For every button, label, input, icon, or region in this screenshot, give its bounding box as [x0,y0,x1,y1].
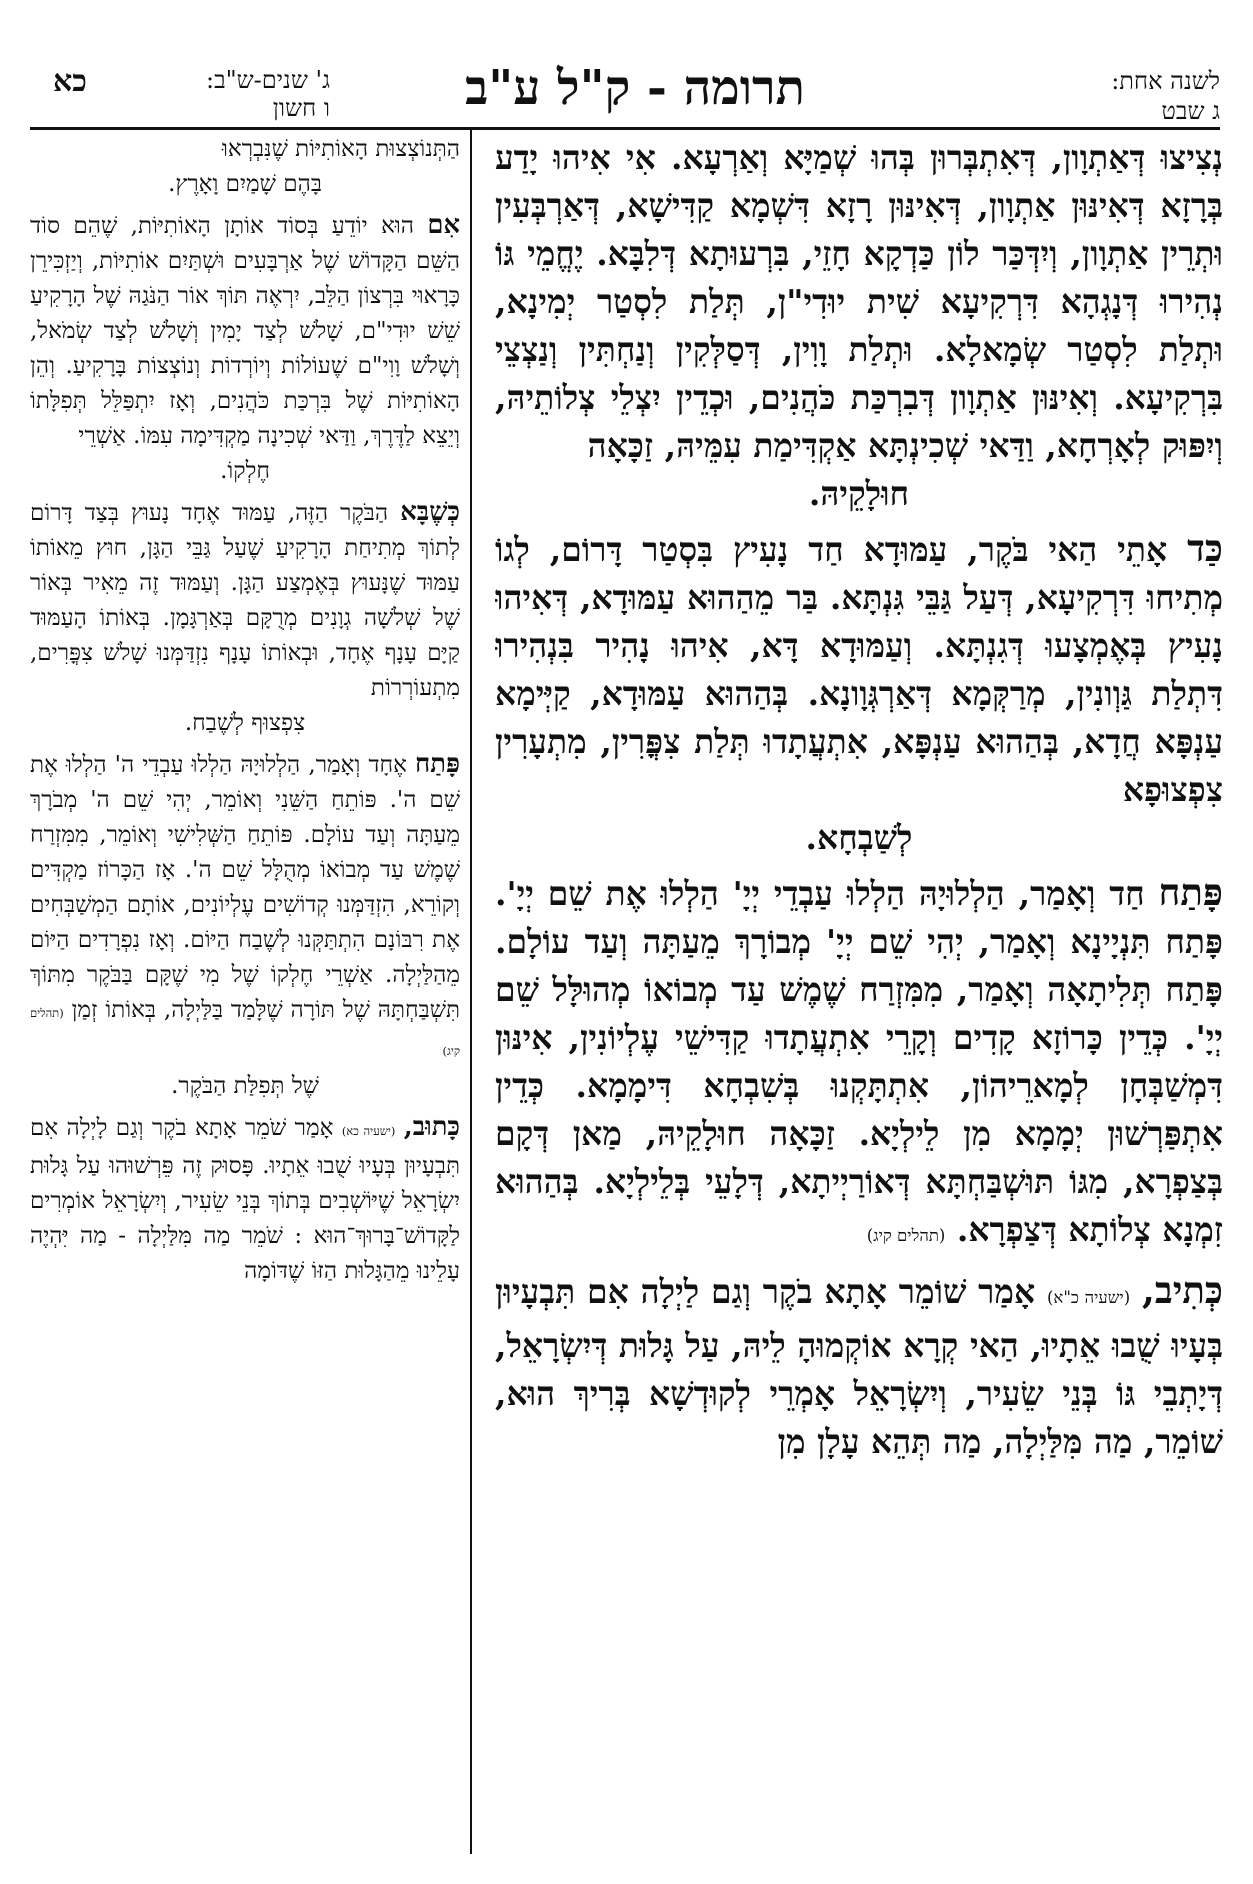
column-divider [470,130,472,1854]
paragraph-lead-word: כָּתוּב, [403,1112,460,1142]
header-one-year-date: ג שבט [1161,97,1220,125]
header-one-year-label: לשנה אחת: [1111,67,1220,95]
paragraph-lead-word: פָּתַח [415,749,460,779]
page-header [30,56,1220,126]
scripture-reference: (ישעיה כ"א) [1046,1288,1131,1307]
header-divider [30,127,1220,130]
main-paragraph [495,868,1223,1260]
main-paragraph [495,1266,1223,1466]
header-three-years-label: ג' שנים-ש"ב: [205,66,330,94]
paragraph-tail: שֶׁל תְּפִלַּת הַבֹּקֶר. [171,1073,319,1099]
header-schedule-three-years [30,62,330,122]
main-text-column [495,132,1223,1854]
main-paragraph [495,524,1223,862]
paragraph-text: אָתֵי הַאי בֹּקֶר, עַמּוּדָא חַד נָעִיץ בִּסְטַר דָּרוֹם, לְגוֹ מְתִיחוּ דִּרְקִיעָא, דְּעַל גַּבֵּי גִּנְתָּא. בַּר מֵהַהוּא עַמּוּדָא, דְּאִיהוּ נָעִיץ בְּאֶמְצָעוּ דְּגִנְתָּא. וְעַמּוּדָא דָּא, אִיהוּ נָהִיר בִּנְהִירוּ דִּתְלַת גַּוְונִין, מְרַקְּמָא דְּאַרְגְּוָונָא. בְּהַהוּא עַמּוּדָא, קַיְּימָא עַנְפָּא חֲדָא, בְּהַהוּא עַנְפָּא, אִתְעֲתָדוּ תְּלַת צִפֳּרִין, מִתְעָרִין צִפְצוּפָא [495,530,1223,809]
paragraph-text: הַבֹּקֶר הַזֶּה, עַמּוּד אֶחָד נָעוּץ בְּצַד דָּרוֹם לְתוֹךְ מְתִיחַת הָרָקִיעַ שֶׁעַל גַּבֵּי הַגָּן, חוּץ מֵאוֹתוֹ עַמּוּד שֶׁנָּעוּץ בְּאֶמְצַע הַגָּן. וְעַמּוּד זֶה מֵאִיר בְּאוֹר שֶׁל שְׁלֹשָׁה גְוָנִים מְרֻקָּם בְּאַרְגָּמָן. בְּאוֹתוֹ הָעַמּוּד קַיָּם עָנָף אֶחָד, וּבְאוֹתוֹ עָנָף נִזְדַּמְּנוּ שָׁלֹשׁ צִפֳּרִים, מִתְעוֹרְרוֹת [30,500,460,701]
paragraph-tail: צִפְצוּף לְשֶׁבַח. [184,710,306,736]
paragraph-text: חַד וְאָמַר, הַלְלוּיָהּ הַלְלוּ עַבְדֵי יְיָ' הַלְלוּ אֶת שֵׁם יְיָ'. פָּתַח תִּנְיָינָא וְאָמַר, יְהִי שֵׁם יְיָ' מְבוֹרָךְ מֵעַתָּה וְעַד עוֹלָם. פָּתַח תְּלִיתָאָה וְאָמַר, מִמִּזְרַח שֶׁמֶשׁ עַד מְבוֹאוֹ מְהוּלָּל שֵׁם יְיָ'. כְּדֵין כָּרוֹזָא קָדִים וְקָרֵי אִתְעֲתָדוּ קַדִּישֵׁי עֶלְיוֹנִין, אִינּוּן דִּמְשַׁבְּחָן לְמָארֵיהוֹן, אִתְתָּקְנוּ בְּשִׁבְחָא דִּימָמָא. כְּדֵין אִתְפַּרְשׁוּן יְמָמָא מִן לֵילְיָא. זַכָּאָה חוּלָקֵיהּ, מַאן דְּקָם בְּצַפְרָא, מִגּוֹ תּוּשְׁבַּחְתָּא דְּאוֹרַיְיתָא, דְּלָעֵי בְּלֵילְיָא. בְּהַהוּא זִמְנָא צְלוֹתָא דְּצַפְרָא. [495,874,1223,1249]
paragraph-lead-word: כְּשֶׁבָּא [400,497,460,527]
paragraph-tail: חוּלָקֵיהּ. [808,474,910,513]
header-three-years-text [130,66,330,122]
paragraph-lead-word: פָּתַח [1158,870,1223,914]
translation-column [30,132,460,1854]
paragraph-lead-word: אִם [427,210,460,240]
paragraph-tail: בָּהֶם שָׁמַיִם וָאָרֶץ. [168,171,322,197]
scripture-reference: (ישעיה כא) [341,1124,396,1138]
scripture-reference: (תהלים קיג) [30,1006,460,1058]
paragraph-text: אֶחָד וְאָמַר, הַלְלוּיָהּ הַלְלוּ עַבְדֵי ה' הַלְלוּ אֶת שֵׁם ה'. פּוֹתֵחַ הַשֵּׁנִי וְאוֹמֵר, יְהִי שֵׁם ה' מְבֹרָךְ מֵעַתָּה וְעַד עוֹלָם. פּוֹתֵחַ הַשְּׁלִישִׁי וְאוֹמֵר, מִמִּזְרַח שֶׁמֶשׁ עַד מְבוֹאוֹ מְהֻלָּל שֵׁם ה'. אָז הַכָּרוֹז מַקְדִּים וְקוֹרֵא, הִזְדַּמְּנוּ קְדוֹשִׁים עֶלְיוֹנִים, אוֹתָם הַמְשַׁבְּחִים אֶת רִבּוֹנָם הִתְתַּקְּנוּ לְשֶׁבַח הַיּוֹם. וְאָז נִפְרָדִים הַיּוֹם מֵהַלַּיְלָה. אַשְׁרֵי חֶלְקוֹ שֶׁל מִי שֶׁקָּם בַּבֹּקֶר מִתּוֹךְ תִּשְׁבַּחְתָּהּ שֶׁל תּוֹרָה שֶׁלָּמַד בַּלַּיְלָה, בְּאוֹתוֹ זְמַן [30,752,460,1023]
side-paragraph [30,132,460,202]
paragraph-text: נְצִיצוּ דְּאַתְוָון, דְּאִתְבְּרוּן בְּהוּ שְׁמַיָּא וְאַרְעָא. אִי אִיהוּ יָדַע בְּרָזָא דְּאִינּוּן אַתְוָון, דְּאִינּוּן רָזָא דִּשְׁמָא קַדִּישָׁא, דְּאַרְבְּעִין וּתְרֵין אַתְוָון, וְיִדְּכַּר לוֹן כַּדְקָא חָזֵי, בִּרְעוּתָא דְּלִבָּא. יֶחֱמֵי גּוֹ נְהִירוּ דְּנָגְהָא דִּרְקִיעָא שִׁית יוּדִי"ן, תְּלַת לִסְטַר יְמִינָא, וּתְלַת לִסְטַר שְׂמָאלָא. וּתְלַת וָוִין, דְּסַלְּקִין וְנַחְתִּין וְנַצְצֵי בִּרְקִיעָא. וְאִינּוּן אַתְוָון דְּבִרְכַּת כֹּהֲנִים, וּכְדֵין יִצְלֵי צְלוֹתֵיהּ, וְיִפּוּק לְאָרְחָא, וַדַּאי שְׁכִינְתָּא אַקְדִּימַת עִמֵּיהּ, זַכָּאָה [495,138,1223,465]
paragraph-lead-word: כְּתִיב, [1142,1268,1223,1312]
side-paragraph [30,495,460,741]
paragraph-text: אָמַר שׁוֹמֵר אָתָא בֹקֶר וְגַם לַיְלָה אִם תִּבְעָיוּן בְּעָיוּ שֻׁבוּ אֵתָיוּ, הַאי קְרָא אוֹקְמוּהָ לֵיהּ, עַל גָּלוּת דְּיִשְׂרָאֵל, דְּיָתְבֵי גּוֹ בְּנֵי שֵׂעִיר, וְיִשְׂרָאֵל אָמְרֵי לְקוּדְשָׁא בְּרִיךְ הוּא, שׁוֹמֵר, מַה מִּלַּיְלָה, מַה תְּהֵא עָלָן מִן [495,1272,1223,1461]
paragraph-text: הוּא יוֹדֵעַ בְּסוֹד אוֹתָן הָאוֹתִיּוֹת, שֶׁהֵם סוֹד הַשֵּׁם הַקָּדוֹשׁ שֶׁל אַרְבָּעִים וּשְׁתַּיִם אוֹתִיּוֹת, וְיַזְכִּירֵן כָּרָאוּי בִּרְצוֹן הַלֵּב, יִרְאֶה תּוֹךְ אוֹר הַנֹּגַהּ שֶׁל הָרָקִיעַ שֵׁשׁ יוּדִי"ם, שָׁלֹשׁ לְצַד יָמִין וְשָׁלֹשׁ לְצַד שְׂמֹאל, וְשָׁלֹשׁ וָוִי"ם שֶׁעוֹלוֹת וְיוֹרְדוֹת וְנוֹצְצוֹת בָּרָקִיעַ. וְהֵן הָאוֹתִיּוֹת שֶׁל בִּרְכַּת כֹּהֲנִים, וְאָז יִתְפַּלֵּל תְּפִלָּתוֹ וְיֵצֵא לַדֶּרֶךְ, וַדַּאי שְׁכִינָה מַקְדִּימָה עִמּוֹ. אַשְׁרֵי [30,213,460,449]
side-paragraph [30,1110,460,1289]
main-paragraph [495,132,1223,518]
header-three-years-date: ו חשון [272,94,330,122]
paragraph-lead-word: כַּד [1187,526,1223,570]
scripture-reference: (תהלים קיג) [866,1226,946,1245]
header-schedule-one-year [1020,66,1220,126]
paragraph-tail: חֶלְקוֹ. [220,458,270,484]
paragraph-tail: לְשַׁבְחָא. [805,818,913,857]
side-paragraph [30,747,460,1104]
side-paragraph [30,208,460,489]
page-title: תרומה - ק"ל ע"ב [465,60,805,116]
paragraph-text: אָמַר שֹׁמֵר אָתָא בֹקֶר וְגַם לָיְלָה אִם תִּבְעָיוּן בְּעָיוּ שֻׁבוּ אֵתָיוּ. פָּסוּק זֶה פֵּרְשׁוּהוּ עַל גָּלוּת יִשְׂרָאֵל שֶׁיּוֹשְׁבִים בְּתוֹךְ בְּנֵי שֵׂעִיר, וְיִשְׂרָאֵל אוֹמְרִים לַקָּדוֹשׁ־בָּרוּךְ־הוּא : שֹׁמֵר מַה מִּלַּיְלָה - מַה יִּהְיֶה עָלֵינוּ מֵהַגָּלוּת הַזּוֹ שֶׁדּוֹמָה [30,1115,460,1284]
paragraph-text: הַתְּנוֹצְצוּת הָאוֹתִיּוֹת שֶׁנִּבְרְאוּ [222,136,460,162]
page-number: כא [53,64,87,99]
